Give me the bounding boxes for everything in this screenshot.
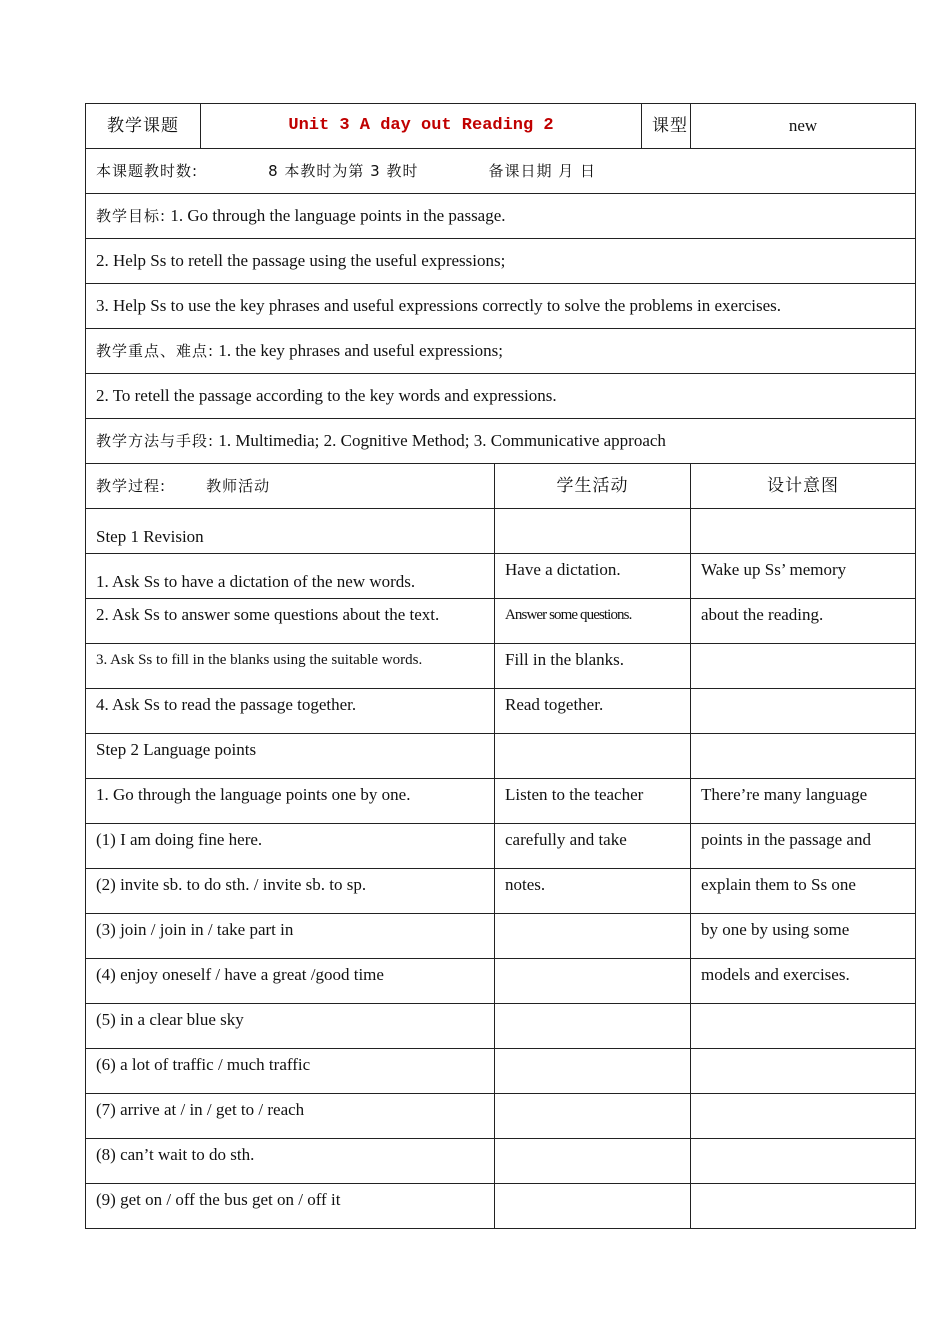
design-cell: models and exercises. xyxy=(691,959,916,1004)
key-points-row xyxy=(86,374,916,419)
design-cell: There’re many language xyxy=(691,779,916,824)
table-row xyxy=(86,1004,916,1049)
objective-item: 1. Go through the language points in the passage. xyxy=(170,206,506,225)
teacher-cell: (5) in a clear blue sky xyxy=(86,1004,495,1049)
student-cell xyxy=(495,959,691,1004)
table-row xyxy=(86,914,916,959)
col-student-header: 学生活动 xyxy=(495,464,691,509)
student-cell: notes. xyxy=(495,869,691,914)
teacher-cell: (9) get on / off the bus get on / off it xyxy=(86,1184,495,1229)
student-cell xyxy=(495,1094,691,1139)
student-cell: Answer some questions. xyxy=(495,599,691,644)
design-cell: Wake up Ss’ memory xyxy=(691,554,916,599)
topic-label: 教学课题 xyxy=(86,104,201,149)
design-cell xyxy=(691,689,916,734)
methods-row xyxy=(86,419,916,464)
teacher-cell: (3) join / join in / take part in xyxy=(86,914,495,959)
student-cell xyxy=(495,914,691,959)
design-cell xyxy=(691,509,916,554)
table-row xyxy=(86,599,916,644)
teacher-cell: (1) I am doing fine here. xyxy=(86,824,495,869)
key-points-row xyxy=(86,329,916,374)
teacher-cell: Step 2 Language points xyxy=(86,734,495,779)
student-cell: carefully and take xyxy=(495,824,691,869)
info-row xyxy=(86,149,916,194)
design-cell xyxy=(691,1094,916,1139)
objective-item: 3. Help Ss to use the key phrases and useful expressions correctly to solve the problems in exercises. xyxy=(86,284,916,329)
table-row xyxy=(86,644,916,689)
process-header-row xyxy=(86,464,916,509)
col-design-header: 设计意图 xyxy=(691,464,916,509)
objectives-label: 教学目标: xyxy=(96,207,167,225)
teacher-cell: (6) a lot of traffic / much traffic xyxy=(86,1049,495,1094)
lesson-plan-table xyxy=(85,103,916,1229)
student-cell: Listen to the teacher xyxy=(495,779,691,824)
table-row xyxy=(86,1049,916,1094)
methods-text: 1. Multimedia; 2. Cognitive Method; 3. Communicative approach xyxy=(218,431,666,450)
table-row xyxy=(86,779,916,824)
type-value: new xyxy=(691,104,916,149)
student-cell xyxy=(495,509,691,554)
table-row xyxy=(86,959,916,1004)
design-cell: by one by using some xyxy=(691,914,916,959)
objectives-row xyxy=(86,239,916,284)
hours-label: 本课题教时数: xyxy=(96,162,199,180)
objectives-row xyxy=(86,284,916,329)
key-point-item: 2. To retell the passage according to the key words and expressions. xyxy=(86,374,916,419)
student-cell: Read together. xyxy=(495,689,691,734)
teacher-cell: 1. Ask Ss to have a dictation of the new words. xyxy=(86,554,495,599)
teacher-cell: (4) enjoy oneself / have a great /good time xyxy=(86,959,495,1004)
design-cell xyxy=(691,734,916,779)
teacher-cell: 4. Ask Ss to read the passage together. xyxy=(86,689,495,734)
header-row xyxy=(86,104,916,149)
key-point-item: 1. the key phrases and useful expressions; xyxy=(218,341,503,360)
process-label: 教学过程: xyxy=(96,477,167,495)
student-cell xyxy=(495,1184,691,1229)
teacher-cell: (8) can’t wait to do sth. xyxy=(86,1139,495,1184)
table-row xyxy=(86,1139,916,1184)
table-row xyxy=(86,554,916,599)
table-row xyxy=(86,1184,916,1229)
student-cell xyxy=(495,1004,691,1049)
teacher-cell: 2. Ask Ss to answer some questions about the text. xyxy=(86,599,495,644)
hours-value: 8 本教时为第 3 教时 xyxy=(268,162,419,180)
design-cell xyxy=(691,644,916,689)
col-teacher-header: 教师活动 xyxy=(206,477,271,495)
topic-title: Unit 3 A day out Reading 2 xyxy=(201,104,642,149)
teacher-cell: 1. Go through the language points one by one. xyxy=(86,779,495,824)
table-row xyxy=(86,689,916,734)
student-cell xyxy=(495,1049,691,1094)
table-row xyxy=(86,1094,916,1139)
student-cell: Have a dictation. xyxy=(495,554,691,599)
key-points-label: 教学重点、难点: xyxy=(96,342,215,360)
design-cell: about the reading. xyxy=(691,599,916,644)
methods-label: 教学方法与手段: xyxy=(96,432,215,450)
design-cell xyxy=(691,1184,916,1229)
student-cell xyxy=(495,734,691,779)
table-row xyxy=(86,734,916,779)
student-cell: Fill in the blanks. xyxy=(495,644,691,689)
teacher-cell: (2) invite sb. to do sth. / invite sb. to sp. xyxy=(86,869,495,914)
table-row xyxy=(86,869,916,914)
objectives-row xyxy=(86,194,916,239)
type-label: 课型 xyxy=(642,104,691,149)
objective-item: 2. Help Ss to retell the passage using the useful expressions; xyxy=(86,239,916,284)
teacher-cell: 3. Ask Ss to fill in the blanks using the suitable words. xyxy=(86,644,495,689)
design-cell: points in the passage and xyxy=(691,824,916,869)
teacher-cell: Step 1 Revision xyxy=(86,509,495,554)
design-cell xyxy=(691,1139,916,1184)
table-row xyxy=(86,824,916,869)
teacher-cell: (7) arrive at / in / get to / reach xyxy=(86,1094,495,1139)
date-label: 备课日期 月 日 xyxy=(488,162,597,180)
table-row xyxy=(86,509,916,554)
design-cell xyxy=(691,1004,916,1049)
design-cell: explain them to Ss one xyxy=(691,869,916,914)
design-cell xyxy=(691,1049,916,1094)
student-cell xyxy=(495,1139,691,1184)
